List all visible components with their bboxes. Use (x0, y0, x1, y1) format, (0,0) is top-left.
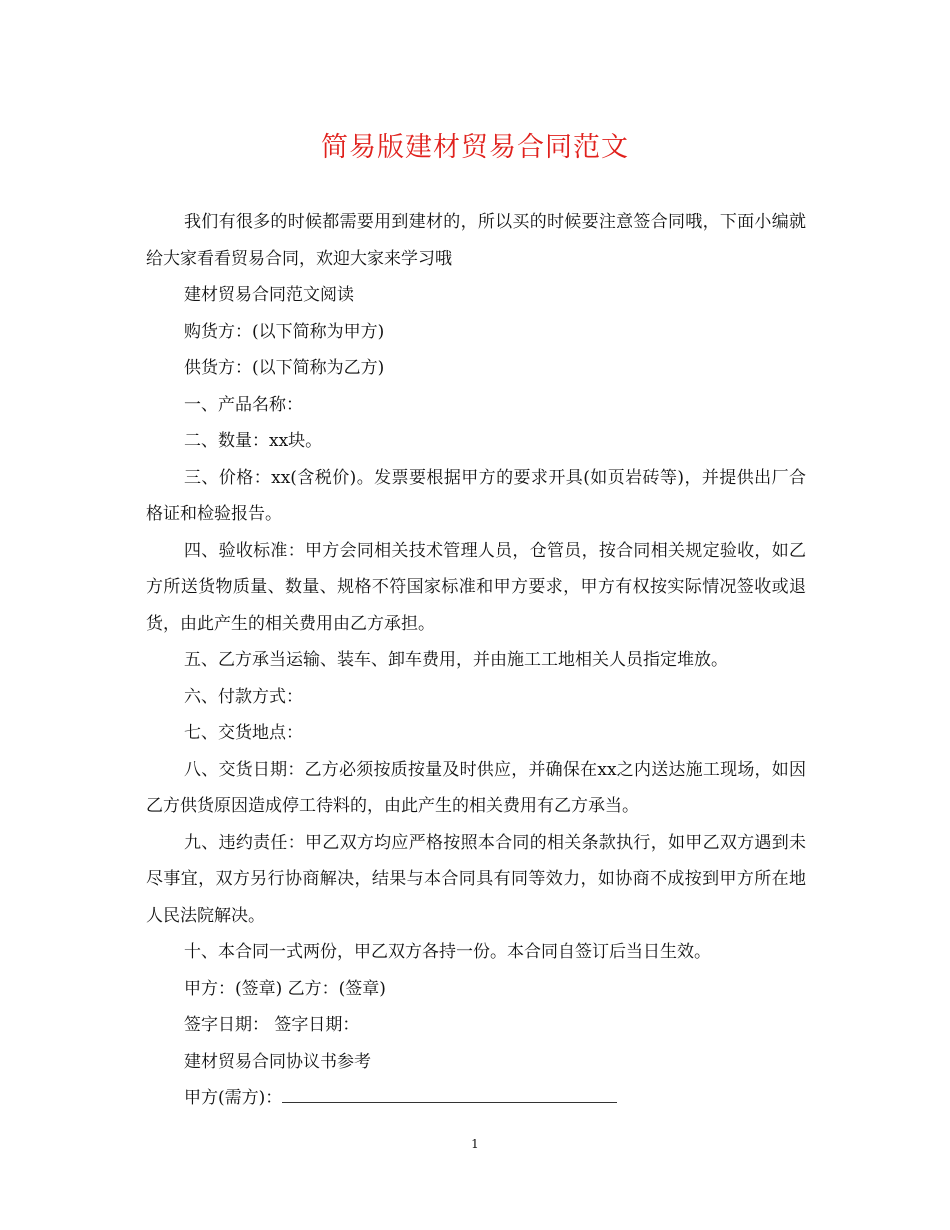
clause-delivery-location: 七、交货地点： (184, 723, 303, 743)
document-body (146, 204, 806, 1117)
paragraph-reference-heading: 建材贸易合同协议书参考 (184, 1051, 371, 1072)
signature-line: 甲方：(签章) 乙方：(签章) (184, 978, 386, 999)
party-a-blank-underline (282, 1084, 617, 1103)
clause-product-name: 一、产品名称： (184, 394, 303, 415)
paragraph-supplier: 供货方：(以下简称为乙方) (184, 358, 385, 378)
clause-liability: 九、违约责任：甲乙双方均应严格按照本合同的相关条款执行，如甲乙双方遇到未尽事宜，双方另行协商解决，结果与本合同具有同等效力，如协商不成按到甲方所在地人民法院解决。 (146, 832, 806, 926)
clause-copies: 十、本合同一式两份，甲乙双方各持一份。本合同自签订后当日生效。 (184, 942, 711, 962)
party-a-line (146, 1080, 806, 1117)
clause-price: 三、价格：xx(含税价)。发票要根据甲方的要求开具(如页岩砖等)，并提供出厂合格证和检验报告。 (146, 467, 806, 524)
document-title: 简易版建材贸易合同范文 (321, 132, 629, 163)
paragraph-intro: 我们有很多的时候都需要用到建材的，所以买的时候要注意签合同哦，下面小编就给大家看看贸易合同，欢迎大家来学习哦 (146, 212, 806, 269)
clause-transport: 五、乙方承当运输、装车、卸车费用，并由施工工地相关人员指定堆放。 (184, 650, 728, 670)
signature-date-line: 签字日期： 签字日期： (184, 1015, 360, 1035)
clause-payment: 六、付款方式： (184, 686, 303, 707)
paragraph-buyer: 购货方：(以下简称为甲方) (184, 321, 385, 342)
party-a-label: 甲方(需方)： (184, 1088, 283, 1108)
clause-delivery-date: 八、交货日期：乙方必须按质按量及时供应，并确保在xx之内送达施工现场，如因乙方供货原因造成停工待料的，由此产生的相关费用有乙方承当。 (146, 759, 806, 816)
clause-quantity: 二、数量：xx块。 (184, 431, 323, 451)
clause-acceptance: 四、验收标准：甲方会同相关技术管理人员，仓管员，按合同相关规定验收，如乙方所送货物质量、数量、规格不符国家标准和甲方要求，甲方有权按实际情况签收或退货，由此产生的相关费用由乙方承担。 (146, 540, 806, 634)
paragraph-subtitle: 建材贸易合同范文阅读 (184, 285, 354, 305)
page-number: 1 (471, 1137, 479, 1151)
